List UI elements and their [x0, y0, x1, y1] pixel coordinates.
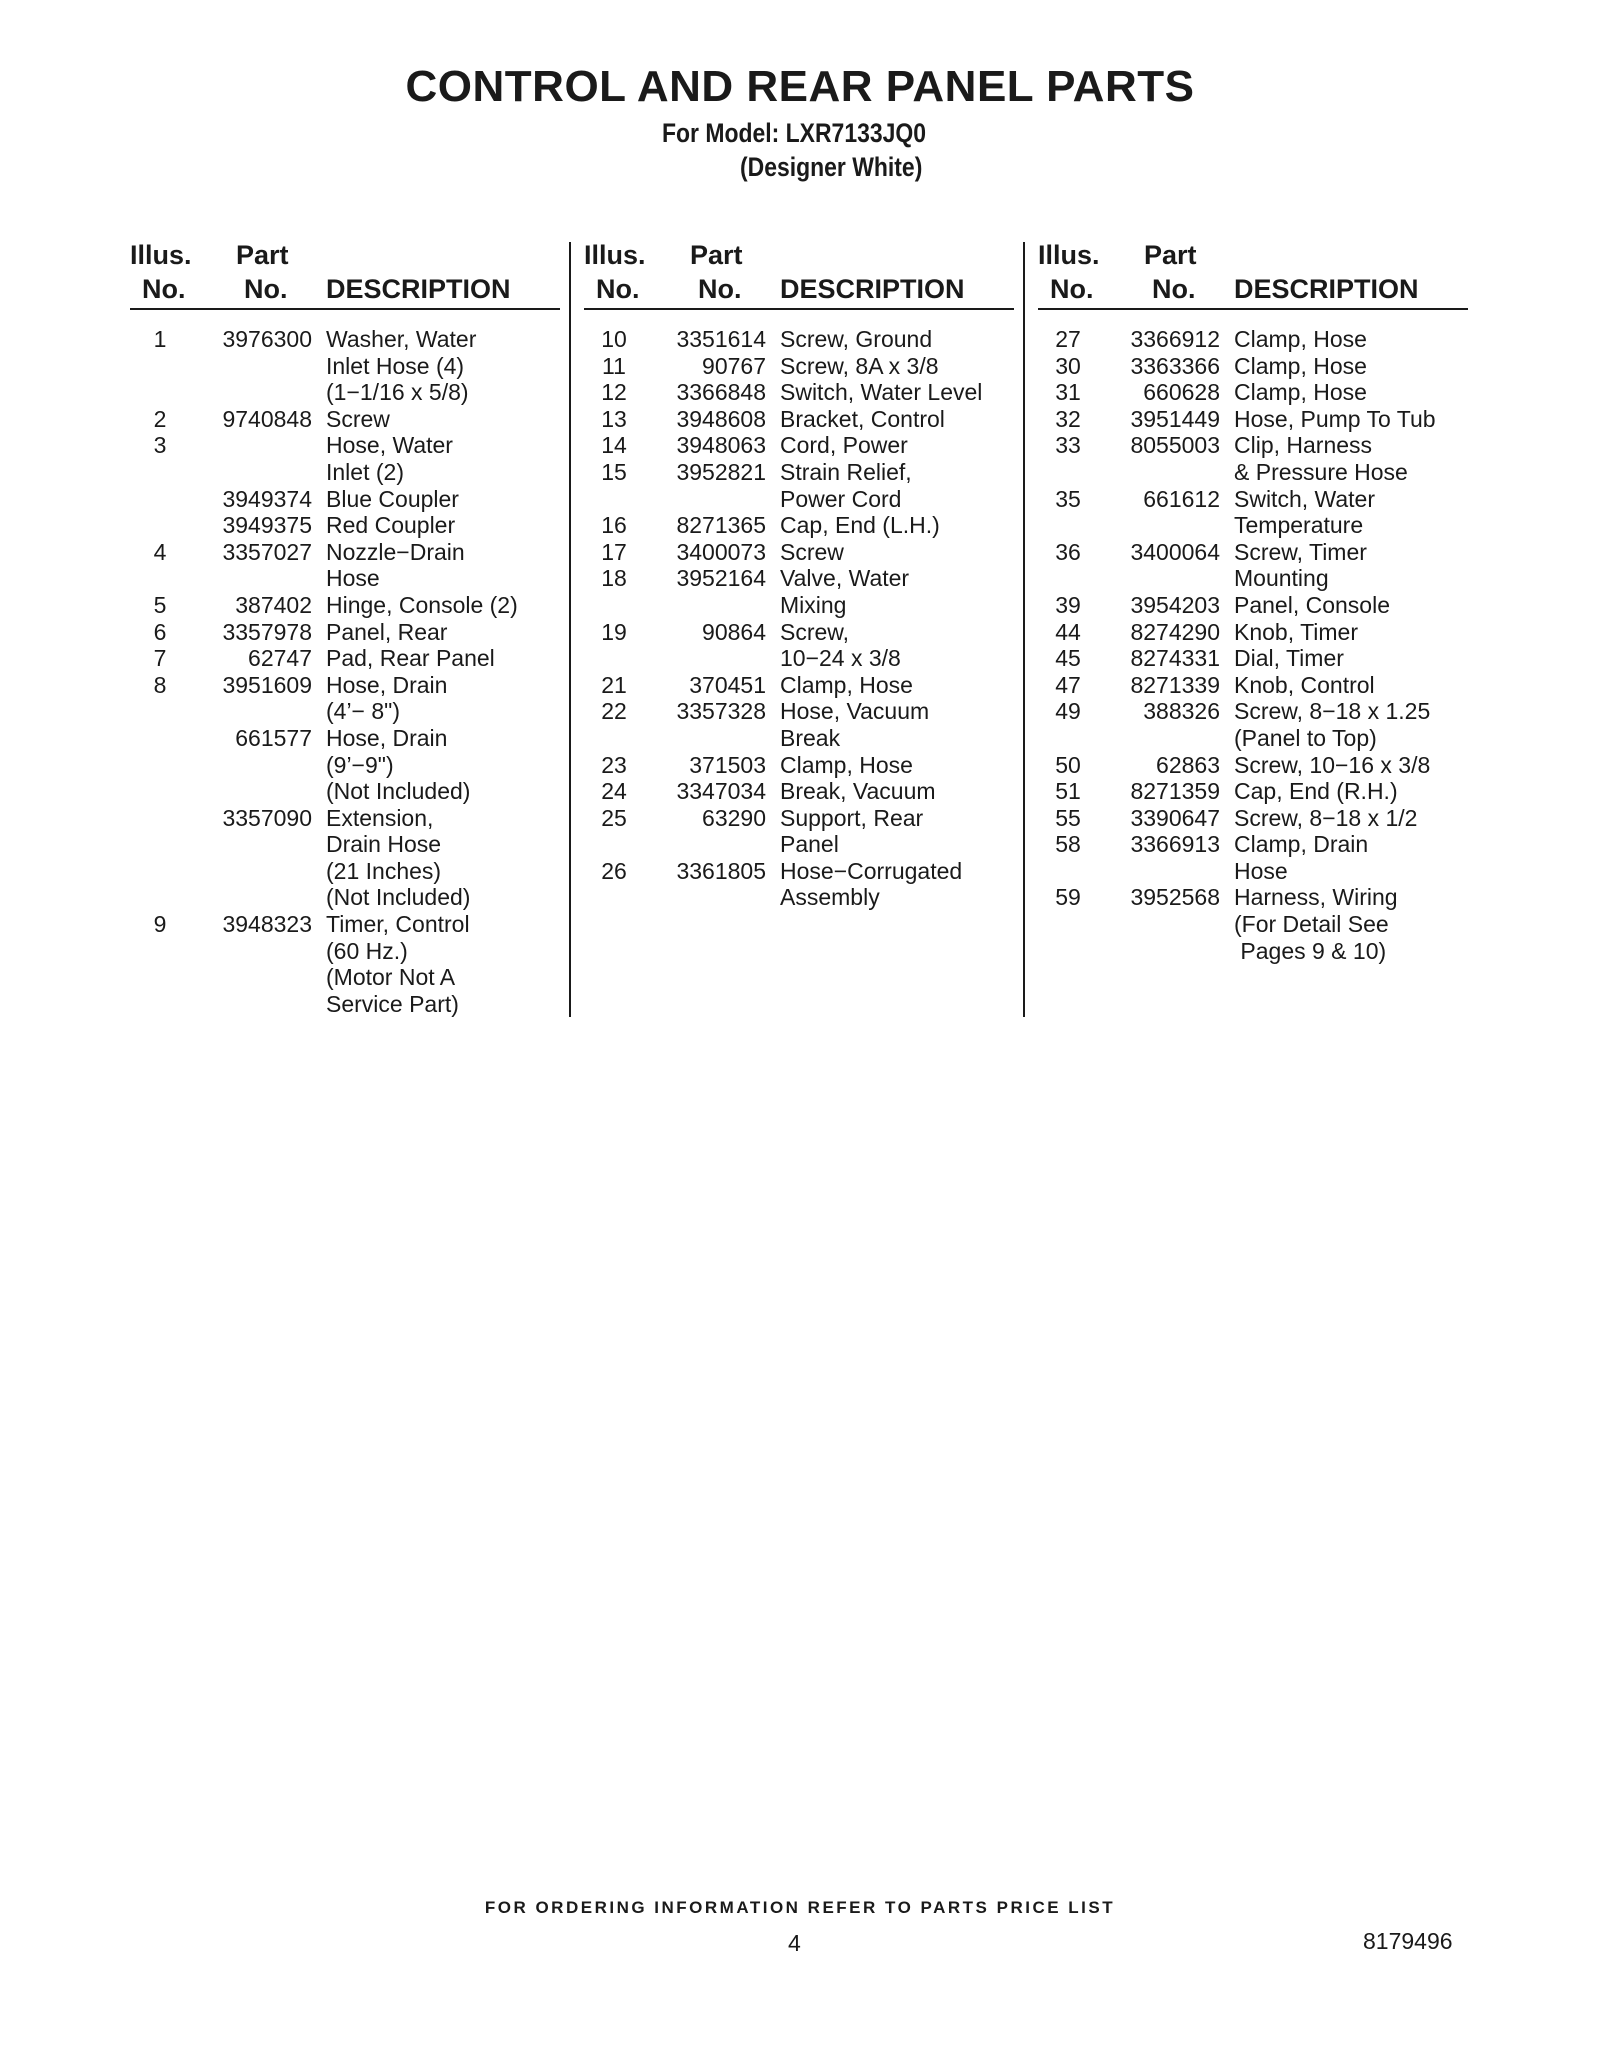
part-description: Hose, Water: [326, 432, 453, 459]
header-rule: [1038, 308, 1468, 310]
part-description: Screw, 8−18 x 1.25: [1234, 698, 1431, 725]
part-number: 3366913: [1130, 831, 1220, 858]
part-number: 63290: [702, 804, 766, 831]
part-number: 3952821: [676, 458, 766, 485]
part-description: Screw,: [780, 618, 850, 645]
illus-number: 49: [1055, 698, 1081, 725]
part-description: Nozzle−Drain: [326, 538, 465, 565]
part-description: Screw, 10−16 x 3/8: [1234, 751, 1431, 778]
list-item: [1038, 752, 1436, 779]
part-description: (9’−9"): [326, 751, 394, 778]
part-description: Panel: [780, 831, 839, 858]
header-illus-label: Illus.: [130, 240, 192, 270]
list-item: [130, 698, 518, 725]
part-number: 371503: [689, 751, 766, 778]
part-number: 3357328: [676, 698, 766, 725]
illus-number: 27: [1055, 326, 1081, 352]
part-number: 8274331: [1130, 645, 1220, 672]
illus-number: 30: [1055, 352, 1081, 379]
illus-number: 39: [1055, 591, 1081, 618]
list-item: [1038, 619, 1436, 646]
list-item: [130, 459, 518, 486]
part-description: (1−1/16 x 5/8): [326, 379, 469, 406]
illus-number: 22: [601, 698, 627, 725]
part-description: Bracket, Control: [780, 405, 945, 432]
part-description: Screw: [780, 538, 844, 565]
illus-number: 16: [601, 512, 627, 539]
illus-number: 58: [1055, 831, 1081, 858]
header-description-label: DESCRIPTION: [1234, 274, 1419, 304]
list-item: [130, 725, 518, 752]
model-variant: (Designer White): [740, 152, 923, 182]
part-description: Clamp, Hose: [1234, 379, 1367, 406]
part-description: Valve, Water: [780, 565, 910, 592]
list-item: [130, 752, 518, 779]
part-description: (Motor Not A: [326, 964, 456, 991]
part-description: Panel, Rear: [326, 618, 448, 645]
part-number: 388326: [1143, 698, 1220, 725]
part-description: Knob, Timer: [1234, 618, 1358, 645]
list-item: [130, 379, 518, 406]
parts-list: [584, 326, 982, 911]
part-description: Hose, Pump To Tub: [1234, 405, 1436, 432]
illus-number: 45: [1055, 645, 1081, 672]
list-item: [1038, 858, 1436, 885]
illus-number: 11: [602, 352, 626, 379]
list-item: [1038, 459, 1436, 486]
part-number: 3400073: [676, 538, 766, 565]
list-item: [1038, 805, 1436, 832]
list-item: [130, 911, 518, 938]
model-line: For Model: LXR7133JQ0: [662, 118, 927, 148]
illus-number: 2: [153, 405, 167, 432]
part-number: 3948063: [676, 432, 766, 459]
list-item: [130, 778, 518, 805]
part-number: 3351614: [676, 326, 766, 352]
part-description: Screw, Timer: [1234, 538, 1367, 565]
part-description: Clamp, Hose: [1234, 352, 1367, 379]
part-number: 3361805: [676, 857, 766, 884]
list-item: [1038, 432, 1436, 459]
list-item: [130, 432, 518, 459]
header-illus-label: Illus.: [1038, 240, 1100, 270]
part-description: Mixing: [780, 591, 847, 618]
part-description: Assembly: [780, 884, 880, 911]
part-number: 3357978: [222, 618, 312, 645]
part-number: 3948608: [676, 405, 766, 432]
part-description: Red Coupler: [326, 512, 456, 539]
part-description: Inlet Hose (4): [326, 352, 465, 379]
part-description: Strain Relief,: [780, 458, 912, 485]
part-description: Service Part): [326, 990, 459, 1017]
list-item: [130, 512, 518, 539]
illus-number: 51: [1055, 778, 1081, 805]
part-description: Clip, Harness: [1234, 432, 1373, 459]
part-description: Clamp, Hose: [780, 671, 913, 698]
illus-number: 7: [153, 645, 167, 672]
list-item: [130, 672, 518, 699]
part-number: 3400064: [1130, 538, 1220, 565]
illus-number: 44: [1055, 618, 1081, 645]
list-item: [130, 326, 518, 353]
part-number: 3951449: [1130, 405, 1220, 432]
list-item: [1038, 379, 1436, 406]
part-description: Hose−Corrugated: [780, 857, 963, 884]
part-description: Harness, Wiring: [1234, 884, 1398, 911]
list-item: [130, 938, 518, 965]
part-number: 3347034: [676, 778, 766, 805]
list-item: [1038, 539, 1436, 566]
list-item: [584, 619, 982, 646]
part-description: Hose: [1234, 857, 1288, 884]
illus-number: 32: [1055, 405, 1081, 432]
part-description: Hinge, Console (2): [326, 591, 518, 618]
list-item: [130, 486, 518, 513]
part-number: 3948323: [222, 911, 312, 938]
list-item: [130, 592, 518, 619]
list-item: [584, 672, 982, 699]
part-description: Clamp, Hose: [780, 751, 913, 778]
part-description: Drain Hose: [326, 831, 442, 858]
illus-number: 47: [1055, 671, 1081, 698]
list-item: [584, 831, 982, 858]
part-description: Cord, Power: [780, 432, 908, 459]
part-description: (Not Included): [326, 884, 471, 911]
part-description: Support, Rear: [780, 804, 924, 831]
part-description: Cap, End (L.H.): [780, 512, 940, 539]
header-description-label: DESCRIPTION: [780, 274, 965, 304]
header-part-no-label: No.: [244, 274, 288, 304]
list-item: [130, 884, 518, 911]
list-item: [1038, 512, 1436, 539]
part-description: Screw, 8A x 3/8: [780, 352, 939, 379]
document-number: 8179496: [1363, 1928, 1453, 1954]
part-description: (60 Hz.): [326, 937, 408, 964]
part-description: Blue Coupler: [326, 485, 459, 512]
page-title: CONTROL AND REAR PANEL PARTS: [405, 62, 1195, 111]
header-illus-no-label: No.: [1050, 274, 1094, 304]
list-item: [584, 379, 982, 406]
part-description: Panel, Console: [1234, 591, 1390, 618]
list-item: [584, 698, 982, 725]
part-description: Pages 9 & 10): [1234, 937, 1387, 964]
list-item: [584, 884, 982, 911]
list-item: [584, 459, 982, 486]
part-description: Power Cord: [780, 485, 902, 512]
part-description: Break: [780, 724, 841, 751]
header-part-label: Part: [236, 240, 289, 270]
part-description: Washer, Water: [326, 326, 477, 352]
list-item: [1038, 592, 1436, 619]
part-number: 661577: [235, 724, 312, 751]
list-item: [584, 326, 982, 353]
part-number: 8055003: [1130, 432, 1220, 459]
part-description: Clamp, Hose: [1234, 326, 1367, 352]
list-item: [584, 645, 982, 672]
illus-number: 19: [601, 618, 627, 645]
list-item: [130, 991, 518, 1018]
illus-number: 31: [1055, 379, 1081, 406]
part-number: 62747: [248, 645, 312, 672]
part-description: Knob, Control: [1234, 671, 1375, 698]
part-description: Pad, Rear Panel: [326, 645, 495, 672]
part-description: & Pressure Hose: [1234, 458, 1408, 485]
part-description: (For Detail See: [1234, 911, 1389, 938]
list-item: [130, 406, 518, 433]
list-item: [584, 512, 982, 539]
list-item: [584, 752, 982, 779]
part-number: 3952568: [1130, 884, 1220, 911]
list-item: [130, 858, 518, 885]
list-item: [584, 539, 982, 566]
illus-number: 35: [1055, 485, 1081, 512]
list-item: [1038, 778, 1436, 805]
list-item: [130, 539, 518, 566]
header-rule: [130, 308, 560, 310]
part-description: (4’− 8"): [326, 698, 400, 725]
illus-number: 50: [1055, 751, 1081, 778]
page-number: 4: [788, 1930, 801, 1956]
list-item: [584, 565, 982, 592]
part-description: 10−24 x 3/8: [780, 645, 901, 672]
part-description: Extension,: [326, 804, 434, 831]
list-item: [1038, 725, 1436, 752]
illus-number: 9: [153, 911, 167, 938]
list-item: [130, 353, 518, 380]
part-number: 3949374: [222, 485, 312, 512]
illus-number: 1: [153, 326, 167, 352]
header-part-no-label: No.: [1152, 274, 1196, 304]
list-item: [1038, 831, 1436, 858]
part-description: Switch, Water Level: [780, 379, 983, 406]
illus-number: 13: [601, 405, 627, 432]
header-illus-no-label: No.: [596, 274, 640, 304]
list-item: [584, 432, 982, 459]
part-description: Screw: [326, 405, 390, 432]
list-item: [584, 486, 982, 513]
illus-number: 26: [601, 857, 627, 884]
illus-number: 5: [153, 591, 167, 618]
illus-number: 15: [601, 458, 627, 485]
part-description: Inlet (2): [326, 458, 404, 485]
part-description: Hose: [326, 565, 380, 592]
illus-number: 12: [601, 379, 627, 406]
illus-number: 14: [601, 432, 627, 459]
parts-list: [1038, 326, 1436, 964]
list-item: [1038, 326, 1436, 353]
part-number: 8271359: [1130, 778, 1220, 805]
header-part-label: Part: [1144, 240, 1197, 270]
part-number: 3976300: [222, 326, 312, 352]
part-number: 3949375: [222, 512, 312, 539]
header-part-label: Part: [690, 240, 743, 270]
part-number: 3357090: [222, 804, 312, 831]
header-illus-no-label: No.: [142, 274, 186, 304]
list-item: [130, 619, 518, 646]
part-description: Mounting: [1234, 565, 1329, 592]
illus-number: 23: [601, 751, 627, 778]
list-item: [130, 831, 518, 858]
list-item: [1038, 938, 1436, 965]
illus-number: 17: [601, 538, 627, 565]
part-number: 90864: [702, 618, 766, 645]
header-rule: [584, 308, 1014, 310]
list-item: [584, 725, 982, 752]
illus-number: 24: [601, 778, 627, 805]
part-number: 3954203: [1130, 591, 1220, 618]
part-number: 3366912: [1130, 326, 1220, 352]
list-item: [584, 778, 982, 805]
part-description: Dial, Timer: [1234, 645, 1344, 672]
part-number: 3952164: [676, 565, 766, 592]
part-description: Screw, 8−18 x 1/2: [1234, 804, 1418, 831]
list-item: [1038, 645, 1436, 672]
part-number: 8271339: [1130, 671, 1220, 698]
illus-number: 55: [1055, 804, 1081, 831]
part-number: 3357027: [222, 538, 312, 565]
header-part-no-label: No.: [698, 274, 742, 304]
part-description: Cap, End (R.H.): [1234, 778, 1398, 805]
illus-number: 10: [601, 326, 627, 352]
list-item: [1038, 486, 1436, 513]
part-number: 661612: [1143, 485, 1220, 512]
illus-number: 33: [1055, 432, 1081, 459]
list-item: [1038, 672, 1436, 699]
illus-number: 36: [1055, 538, 1081, 565]
illus-number: 6: [153, 618, 167, 645]
illus-number: 18: [601, 565, 627, 592]
list-item: [1038, 353, 1436, 380]
list-item: [130, 805, 518, 832]
list-item: [1038, 911, 1436, 938]
list-item: [584, 805, 982, 832]
list-item: [130, 565, 518, 592]
list-item: [584, 592, 982, 619]
ordering-info-footer: FOR ORDERING INFORMATION REFER TO PARTS PRICE LIST: [484, 1898, 1116, 1917]
list-item: [1038, 698, 1436, 725]
illus-number: 4: [153, 538, 167, 565]
part-description: Break, Vacuum: [780, 778, 936, 805]
parts-list: [130, 326, 518, 1017]
illus-number: 21: [601, 671, 627, 698]
illus-number: 59: [1055, 884, 1081, 911]
illus-number: 8: [153, 671, 167, 698]
part-number: 3390647: [1130, 804, 1220, 831]
illus-number: 3: [153, 432, 167, 459]
header-description-label: DESCRIPTION: [326, 274, 511, 304]
part-number: 8271365: [676, 512, 766, 539]
part-description: Hose, Drain: [326, 671, 448, 698]
part-number: 3951609: [222, 671, 312, 698]
part-number: 90767: [702, 352, 766, 379]
part-description: Switch, Water: [1234, 485, 1376, 512]
list-item: [1038, 884, 1436, 911]
list-item: [584, 858, 982, 885]
part-number: 387402: [235, 591, 312, 618]
part-number: 3363366: [1130, 352, 1220, 379]
column-divider: [1023, 242, 1025, 1017]
part-number: 9740848: [222, 405, 312, 432]
part-description: Timer, Control: [326, 911, 470, 938]
part-description: Temperature: [1234, 512, 1364, 539]
part-description: Screw, Ground: [780, 326, 933, 352]
part-number: 62863: [1156, 751, 1220, 778]
list-item: [130, 964, 518, 991]
list-item: [1038, 565, 1436, 592]
part-description: (Not Included): [326, 778, 471, 805]
part-number: 660628: [1143, 379, 1220, 406]
list-item: [130, 645, 518, 672]
list-item: [584, 406, 982, 433]
part-description: (Panel to Top): [1234, 724, 1377, 751]
column-divider: [569, 242, 571, 1017]
part-number: 3366848: [676, 379, 766, 406]
header-illus-label: Illus.: [584, 240, 646, 270]
illus-number: 25: [601, 804, 627, 831]
part-description: Clamp, Drain: [1234, 831, 1369, 858]
part-description: Hose, Vacuum: [780, 698, 930, 725]
part-number: 370451: [689, 671, 766, 698]
list-item: [584, 353, 982, 380]
list-item: [1038, 406, 1436, 433]
part-description: Hose, Drain: [326, 724, 448, 751]
part-description: (21 Inches): [326, 857, 442, 884]
part-number: 8274290: [1130, 618, 1220, 645]
